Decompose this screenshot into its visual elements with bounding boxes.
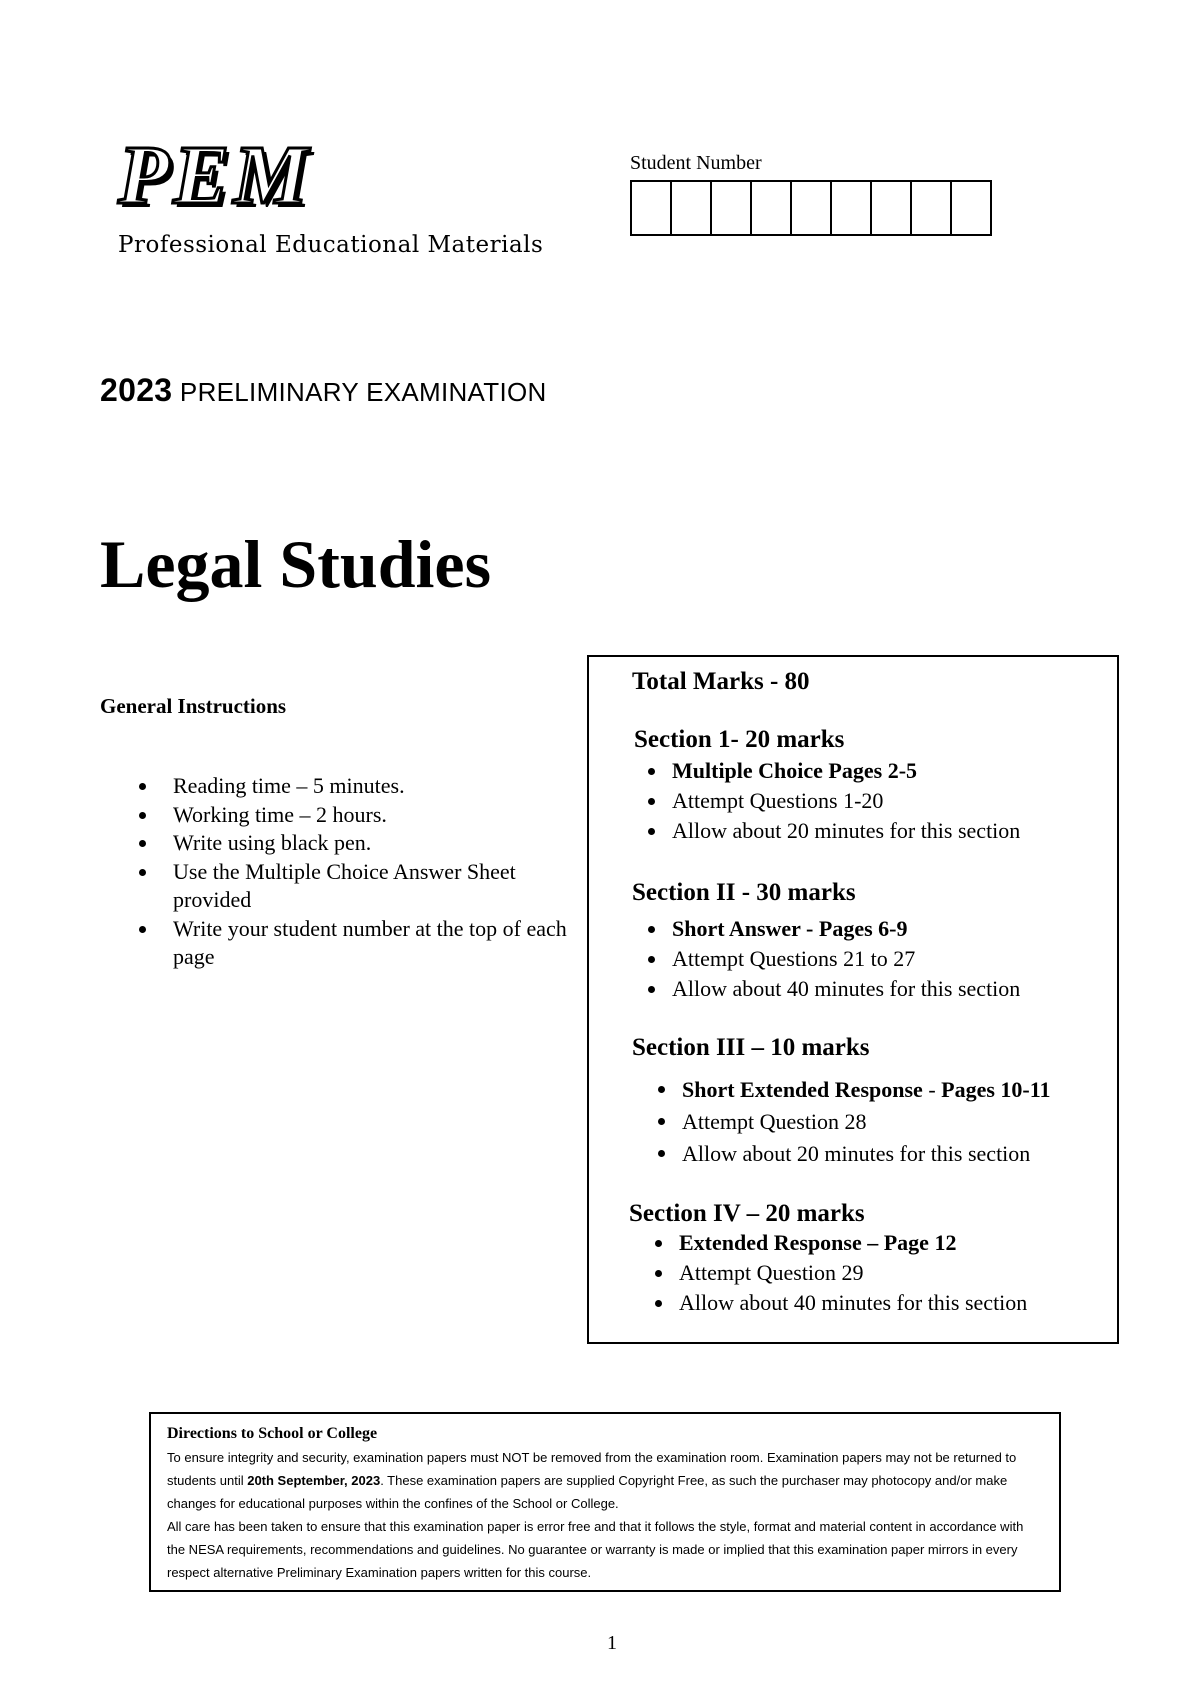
directions-paragraph: All care has been taken to ensure that this examination paper is error free and that it follows the style, format and material content in accordance with the NESA requirements, recommendations and guidelines. No guarantee or warranty is made or implied that this examination paper mirrors in every respect alternative Preliminary Examination papers written for this course.: [167, 1519, 1024, 1580]
list-item: Multiple Choice Pages 2-5: [644, 756, 1020, 786]
section-items: [644, 914, 1020, 1004]
general-instructions-list: [138, 772, 578, 972]
list-item: Working time – 2 hours.: [138, 801, 578, 830]
student-number-box[interactable]: [712, 182, 752, 234]
section-2: [632, 879, 1020, 1004]
logo-subtitle: Professional Educational Materials: [118, 232, 544, 258]
list-item: Use the Multiple Choice Answer Sheet provided: [138, 858, 578, 915]
page-number: 1: [607, 1632, 617, 1654]
student-number-boxes[interactable]: [630, 180, 992, 236]
directions-date: 20th September, 2023: [247, 1473, 381, 1488]
list-item: Allow about 40 minutes for this section: [651, 1288, 1027, 1318]
student-number-box[interactable]: [632, 182, 672, 234]
item-bold: Short Extended Response: [682, 1077, 923, 1102]
student-number-box[interactable]: [752, 182, 792, 234]
exam-heading: [100, 372, 547, 409]
directions-paragraph: [167, 1446, 1043, 1515]
student-number-box[interactable]: [912, 182, 952, 234]
student-number-box[interactable]: [952, 182, 992, 234]
student-number-box[interactable]: [872, 182, 912, 234]
directions-box: [149, 1412, 1061, 1592]
list-item: Extended Response – Page 12: [651, 1228, 1027, 1258]
section-title: Section II - 30 marks: [632, 879, 856, 906]
general-instructions-heading: General Instructions: [100, 694, 287, 718]
section-1: [634, 726, 1020, 846]
item-bold: Pages 10-11: [941, 1077, 1051, 1102]
section-4: [629, 1200, 1027, 1318]
directions-text: . These examination papers are supplied Copyright Free, as such the purchaser may photocopy and/or make changes for educational purposes within the confines of the School or College.: [167, 1473, 1008, 1511]
student-number-box[interactable]: [832, 182, 872, 234]
directions-text: To ensure integrity and security, examination papers must NOT be removed from the examination room. Examination papers may not be returned to students until: [167, 1450, 1017, 1488]
student-number-box[interactable]: [792, 182, 832, 234]
list-item: Attempt Question 29: [651, 1258, 1027, 1288]
list-item: Attempt Questions 1-20: [644, 786, 1020, 816]
section-items: [651, 1228, 1027, 1318]
student-number-label: Student Number: [630, 152, 762, 174]
directions-title: Directions to School or College: [167, 1425, 378, 1442]
total-marks: Total Marks - 80: [632, 668, 810, 695]
list-item: [654, 1074, 1051, 1106]
student-number-box[interactable]: [672, 182, 712, 234]
section-title: Section 1- 20 marks: [634, 726, 845, 753]
exam-year: 2023: [100, 372, 173, 408]
section-items: [654, 1074, 1051, 1170]
pem-logo: PEM: [118, 129, 313, 222]
list-item: Reading time – 5 minutes.: [138, 772, 578, 801]
list-item: Allow about 20 minutes for this section: [644, 816, 1020, 846]
section-title: Section IV – 20 marks: [629, 1200, 865, 1227]
list-item: Allow about 40 minutes for this section: [644, 974, 1020, 1004]
subject-title: Legal Studies: [100, 526, 492, 602]
list-item: Write using black pen.: [138, 829, 578, 858]
exam-title: PRELIMINARY EXAMINATION: [179, 377, 547, 407]
list-item: Allow about 20 minutes for this section: [654, 1138, 1051, 1170]
list-item: Attempt Question 28: [654, 1106, 1051, 1138]
list-item: Short Answer - Pages 6-9: [644, 914, 1020, 944]
section-items: [644, 756, 1020, 846]
item-separator: -: [922, 1077, 942, 1102]
list-item: Attempt Questions 21 to 27: [644, 944, 1020, 974]
section-title: Section III – 10 marks: [632, 1034, 870, 1061]
section-3: [632, 1034, 1051, 1170]
list-item: Write your student number at the top of each page: [138, 915, 578, 972]
